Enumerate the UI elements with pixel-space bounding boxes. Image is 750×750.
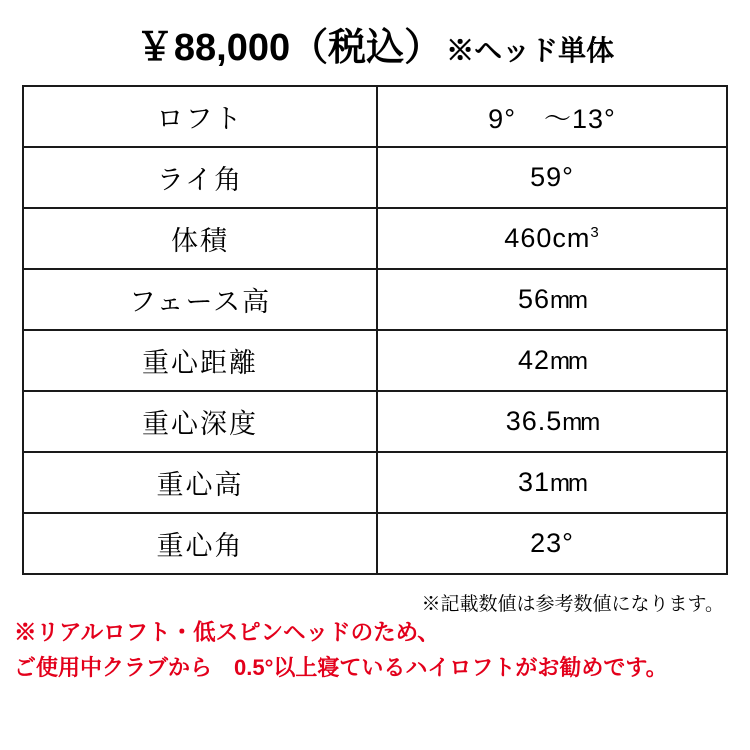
spec-label: フェース高 — [23, 269, 377, 330]
spec-label: 重心距離 — [23, 330, 377, 391]
spec-label: ライ角 — [23, 147, 377, 208]
notice-block — [0, 616, 750, 685]
spec-value — [377, 269, 727, 330]
spec-value: 59° — [377, 147, 727, 208]
table-row — [23, 513, 727, 574]
table-row — [23, 269, 727, 330]
spec-value-text: 460cm — [504, 223, 591, 253]
spec-value-unit: mm — [550, 287, 587, 314]
price-text: ￥88,000（税込） — [135, 27, 443, 69]
spec-value-unit: mm — [550, 470, 587, 497]
table-row — [23, 452, 727, 513]
notice-line-2: ご使用中クラブから 0.5°以上寝ているハイロフトがお勧めです。 — [14, 654, 668, 680]
spec-label: 重心高 — [23, 452, 377, 513]
spec-value-superscript: 3 — [590, 224, 600, 241]
spec-value-unit: mm — [550, 348, 587, 375]
spec-value — [377, 452, 727, 513]
spec-value: 23° — [377, 513, 727, 574]
spec-label: ロフト — [23, 86, 377, 147]
spec-label: 重心深度 — [23, 391, 377, 452]
spec-value-text: 31 — [517, 467, 551, 497]
spec-label: 重心角 — [23, 513, 377, 574]
notice-line-1: ※リアルロフト・低スピンヘッドのため、 — [14, 620, 440, 645]
spec-table — [22, 85, 728, 575]
spec-value-text: 56 — [517, 284, 551, 314]
table-row — [23, 330, 727, 391]
spec-label: 体積 — [23, 208, 377, 269]
spec-value — [377, 391, 727, 452]
table-row — [23, 86, 727, 147]
table-row — [23, 147, 727, 208]
price-header — [0, 0, 750, 79]
table-row — [23, 391, 727, 452]
spec-value — [377, 330, 727, 391]
spec-value — [377, 208, 727, 269]
spec-value-unit: mm — [562, 409, 599, 436]
spec-value-text: 42 — [517, 345, 551, 375]
footnote-text: ※記載数値は参考数値になります。 — [421, 594, 724, 615]
price-note-text: ※ヘッド単体 — [446, 35, 615, 66]
table-row — [23, 208, 727, 269]
spec-value-text: 36.5 — [505, 406, 563, 436]
spec-value: 9° ～13° — [377, 86, 727, 147]
